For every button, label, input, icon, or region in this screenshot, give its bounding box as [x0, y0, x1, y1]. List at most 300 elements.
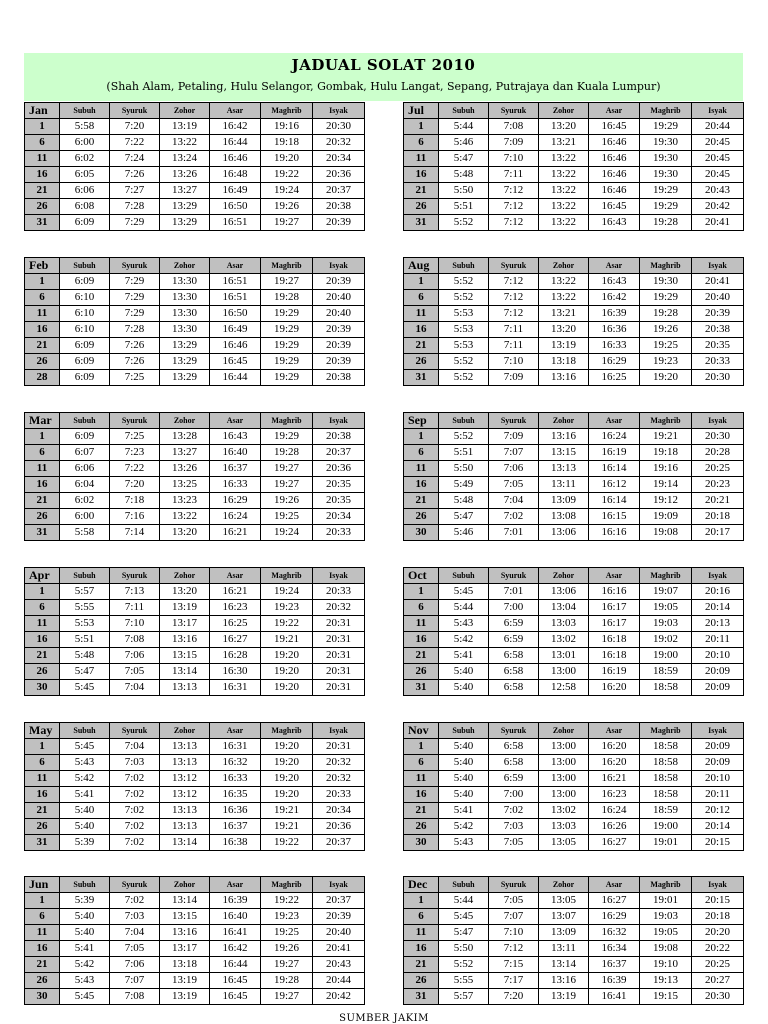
time-cell: 7:09	[489, 429, 539, 445]
column-header-zohor: Zohor	[160, 568, 210, 584]
time-cell: 6:10	[60, 290, 110, 306]
month-name: Apr	[25, 568, 60, 584]
table-row	[25, 739, 365, 755]
column-header-subuh: Subuh	[60, 258, 110, 274]
day-cell: 26	[25, 819, 60, 835]
time-cell: 13:17	[160, 941, 210, 957]
day-cell: 26	[404, 664, 439, 680]
table-row	[25, 600, 365, 616]
time-cell: 16:49	[210, 322, 261, 338]
time-cell: 20:32	[313, 755, 365, 771]
time-cell: 16:45	[589, 119, 640, 135]
time-cell: 19:30	[640, 274, 692, 290]
page-title: JADUAL SOLAT 2010	[291, 56, 476, 74]
time-cell: 16:41	[589, 989, 640, 1005]
time-cell: 7:11	[489, 167, 539, 183]
column-header-subuh: Subuh	[439, 568, 489, 584]
day-cell: 16	[404, 632, 439, 648]
time-cell: 5:39	[60, 893, 110, 909]
time-cell: 7:26	[110, 338, 160, 354]
time-cell: 16:24	[210, 509, 261, 525]
column-header-zohor: Zohor	[160, 413, 210, 429]
time-cell: 7:12	[489, 183, 539, 199]
table-row	[25, 771, 365, 787]
time-cell: 5:40	[439, 680, 489, 696]
time-cell: 19:24	[261, 525, 313, 541]
time-cell: 20:12	[692, 803, 744, 819]
column-header-isyak: Isyak	[313, 568, 365, 584]
time-cell: 20:31	[313, 680, 365, 696]
time-cell: 16:20	[589, 680, 640, 696]
time-cell: 13:19	[160, 973, 210, 989]
table-row	[404, 322, 744, 338]
time-cell: 5:52	[439, 290, 489, 306]
time-cell: 20:09	[692, 755, 744, 771]
time-cell: 13:18	[539, 354, 589, 370]
table-row	[404, 648, 744, 664]
time-cell: 20:42	[313, 989, 365, 1005]
time-cell: 7:02	[110, 771, 160, 787]
time-cell: 16:45	[210, 973, 261, 989]
time-cell: 6:04	[60, 477, 110, 493]
table-row	[25, 989, 365, 1005]
time-cell: 16:42	[589, 290, 640, 306]
time-cell: 5:45	[439, 584, 489, 600]
time-cell: 16:43	[589, 215, 640, 231]
table-row	[404, 525, 744, 541]
day-cell: 6	[404, 445, 439, 461]
time-cell: 19:16	[261, 119, 313, 135]
day-cell: 26	[404, 509, 439, 525]
day-cell: 11	[25, 616, 60, 632]
table-header-row	[25, 723, 365, 739]
time-cell: 13:29	[160, 199, 210, 215]
day-cell: 1	[25, 429, 60, 445]
day-cell: 11	[404, 151, 439, 167]
time-cell: 20:25	[692, 957, 744, 973]
table-row	[25, 290, 365, 306]
time-cell: 5:40	[60, 925, 110, 941]
time-cell: 5:57	[60, 584, 110, 600]
table-row	[25, 151, 365, 167]
time-cell: 13:14	[539, 957, 589, 973]
table-header-row	[25, 568, 365, 584]
time-cell: 13:16	[539, 370, 589, 386]
time-cell: 19:25	[261, 925, 313, 941]
month-name: Aug	[404, 258, 439, 274]
time-cell: 19:29	[640, 119, 692, 135]
time-cell: 16:18	[589, 632, 640, 648]
time-cell: 7:06	[110, 648, 160, 664]
time-cell: 19:20	[261, 755, 313, 771]
time-cell: 5:50	[439, 461, 489, 477]
time-cell: 5:46	[439, 525, 489, 541]
day-cell: 31	[404, 989, 439, 1005]
day-cell: 31	[404, 370, 439, 386]
column-header-subuh: Subuh	[60, 723, 110, 739]
time-cell: 7:23	[110, 445, 160, 461]
time-cell: 7:10	[110, 616, 160, 632]
column-header-isyak: Isyak	[692, 103, 744, 119]
table-row	[25, 338, 365, 354]
time-cell: 16:51	[210, 274, 261, 290]
time-cell: 19:28	[640, 306, 692, 322]
time-cell: 16:31	[210, 680, 261, 696]
table-header-row	[404, 723, 744, 739]
table-row	[404, 183, 744, 199]
time-cell: 19:23	[261, 909, 313, 925]
time-cell: 5:41	[439, 648, 489, 664]
time-cell: 20:10	[692, 648, 744, 664]
time-cell: 16:49	[210, 183, 261, 199]
column-header-zohor: Zohor	[539, 877, 589, 893]
time-cell: 20:09	[692, 739, 744, 755]
column-header-syuruk: Syuruk	[489, 258, 539, 274]
time-cell: 16:36	[589, 322, 640, 338]
time-cell: 19:27	[261, 957, 313, 973]
time-cell: 13:14	[160, 664, 210, 680]
time-cell: 20:32	[313, 771, 365, 787]
day-cell: 6	[404, 909, 439, 925]
time-cell: 19:18	[261, 135, 313, 151]
time-cell: 19:01	[640, 893, 692, 909]
day-cell: 6	[25, 600, 60, 616]
time-cell: 5:49	[439, 477, 489, 493]
table-row	[404, 909, 744, 925]
time-cell: 13:13	[160, 680, 210, 696]
time-cell: 16:51	[210, 290, 261, 306]
day-cell: 21	[25, 493, 60, 509]
time-cell: 5:40	[439, 787, 489, 803]
time-cell: 16:46	[589, 135, 640, 151]
time-cell: 5:41	[60, 787, 110, 803]
time-cell: 20:18	[692, 909, 744, 925]
time-cell: 16:40	[210, 445, 261, 461]
time-cell: 19:20	[261, 787, 313, 803]
time-cell: 13:21	[539, 306, 589, 322]
time-cell: 19:25	[261, 509, 313, 525]
time-cell: 7:04	[110, 680, 160, 696]
month-name: Feb	[25, 258, 60, 274]
time-cell: 16:26	[589, 819, 640, 835]
time-cell: 19:26	[261, 493, 313, 509]
time-cell: 13:07	[539, 909, 589, 925]
time-cell: 7:02	[489, 509, 539, 525]
day-cell: 6	[404, 600, 439, 616]
day-cell: 26	[25, 199, 60, 215]
time-cell: 19:20	[261, 151, 313, 167]
time-cell: 19:24	[261, 584, 313, 600]
time-cell: 16:46	[589, 167, 640, 183]
month-table-jun	[24, 876, 365, 1005]
time-cell: 5:40	[60, 803, 110, 819]
column-header-zohor: Zohor	[539, 568, 589, 584]
time-cell: 19:05	[640, 600, 692, 616]
time-cell: 13:28	[160, 429, 210, 445]
time-cell: 13:06	[539, 584, 589, 600]
column-header-asar: Asar	[589, 258, 640, 274]
time-cell: 13:16	[539, 973, 589, 989]
time-cell: 16:31	[210, 739, 261, 755]
time-cell: 13:19	[539, 989, 589, 1005]
time-cell: 13:19	[160, 989, 210, 1005]
day-cell: 28	[25, 370, 60, 386]
time-cell: 20:45	[692, 167, 744, 183]
time-cell: 16:42	[210, 119, 261, 135]
time-cell: 19:07	[640, 584, 692, 600]
time-cell: 13:01	[539, 648, 589, 664]
time-cell: 7:16	[110, 509, 160, 525]
column-header-syuruk: Syuruk	[110, 568, 160, 584]
time-cell: 7:22	[110, 135, 160, 151]
time-cell: 20:11	[692, 632, 744, 648]
time-cell: 16:27	[210, 632, 261, 648]
column-header-subuh: Subuh	[439, 413, 489, 429]
time-cell: 19:12	[640, 493, 692, 509]
time-cell: 13:14	[160, 893, 210, 909]
time-cell: 20:27	[692, 973, 744, 989]
time-cell: 13:24	[160, 151, 210, 167]
day-cell: 11	[25, 151, 60, 167]
time-cell: 19:14	[640, 477, 692, 493]
time-cell: 20:39	[313, 322, 365, 338]
time-cell: 20:38	[313, 370, 365, 386]
time-cell: 5:45	[439, 909, 489, 925]
time-cell: 13:26	[160, 461, 210, 477]
time-cell: 20:35	[692, 338, 744, 354]
time-cell: 6:02	[60, 493, 110, 509]
time-cell: 13:15	[539, 445, 589, 461]
day-cell: 11	[25, 925, 60, 941]
table-row	[404, 957, 744, 973]
time-cell: 19:20	[261, 739, 313, 755]
time-cell: 5:58	[60, 119, 110, 135]
table-row	[404, 290, 744, 306]
time-cell: 5:40	[439, 664, 489, 680]
column-header-subuh: Subuh	[439, 103, 489, 119]
day-cell: 31	[25, 525, 60, 541]
time-cell: 7:29	[110, 290, 160, 306]
month-table-oct	[403, 567, 744, 696]
time-cell: 16:33	[589, 338, 640, 354]
time-cell: 13:20	[160, 525, 210, 541]
month-name: May	[25, 723, 60, 739]
day-cell: 11	[25, 771, 60, 787]
time-cell: 13:00	[539, 771, 589, 787]
time-cell: 5:53	[439, 322, 489, 338]
day-cell: 26	[25, 664, 60, 680]
day-cell: 31	[404, 680, 439, 696]
day-cell: 21	[404, 493, 439, 509]
time-cell: 16:33	[210, 477, 261, 493]
time-cell: 7:08	[110, 632, 160, 648]
time-cell: 20:28	[692, 445, 744, 461]
month-name: Mar	[25, 413, 60, 429]
time-cell: 20:37	[313, 893, 365, 909]
time-cell: 19:13	[640, 973, 692, 989]
table-row	[25, 306, 365, 322]
time-cell: 16:45	[210, 354, 261, 370]
table-header-row	[404, 103, 744, 119]
day-cell: 6	[404, 135, 439, 151]
time-cell: 7:06	[110, 957, 160, 973]
time-cell: 19:03	[640, 909, 692, 925]
day-cell: 1	[404, 739, 439, 755]
time-cell: 19:30	[640, 167, 692, 183]
time-cell: 20:18	[692, 509, 744, 525]
day-cell: 1	[404, 274, 439, 290]
time-cell: 20:34	[313, 509, 365, 525]
time-cell: 5:52	[439, 957, 489, 973]
column-header-zohor: Zohor	[539, 103, 589, 119]
time-cell: 6:58	[489, 755, 539, 771]
time-cell: 5:52	[439, 429, 489, 445]
time-cell: 7:25	[110, 429, 160, 445]
table-row	[25, 429, 365, 445]
table-header-row	[404, 258, 744, 274]
time-cell: 6:00	[60, 509, 110, 525]
day-cell: 6	[404, 290, 439, 306]
time-cell: 16:30	[210, 664, 261, 680]
time-cell: 16:23	[210, 600, 261, 616]
time-cell: 5:42	[60, 771, 110, 787]
time-cell: 5:44	[439, 893, 489, 909]
table-row	[25, 957, 365, 973]
day-cell: 26	[404, 819, 439, 835]
table-row	[404, 632, 744, 648]
day-cell: 11	[25, 306, 60, 322]
time-cell: 16:39	[210, 893, 261, 909]
time-cell: 19:20	[261, 680, 313, 696]
column-header-asar: Asar	[589, 103, 640, 119]
time-cell: 13:13	[539, 461, 589, 477]
time-cell: 16:43	[589, 274, 640, 290]
time-cell: 16:46	[589, 183, 640, 199]
column-header-asar: Asar	[589, 877, 640, 893]
time-cell: 20:31	[313, 739, 365, 755]
day-cell: 21	[25, 183, 60, 199]
table-row	[404, 215, 744, 231]
day-cell: 30	[25, 989, 60, 1005]
table-row	[25, 525, 365, 541]
time-cell: 7:11	[110, 600, 160, 616]
time-cell: 16:29	[589, 354, 640, 370]
time-cell: 5:48	[60, 648, 110, 664]
time-cell: 20:36	[313, 819, 365, 835]
time-cell: 6:58	[489, 739, 539, 755]
table-row	[25, 183, 365, 199]
time-cell: 13:03	[539, 616, 589, 632]
time-cell: 13:15	[160, 648, 210, 664]
time-cell: 13:11	[539, 941, 589, 957]
time-cell: 16:24	[589, 803, 640, 819]
day-cell: 1	[25, 119, 60, 135]
time-cell: 7:00	[489, 600, 539, 616]
time-cell: 19:22	[261, 616, 313, 632]
time-cell: 7:17	[489, 973, 539, 989]
time-cell: 7:07	[489, 445, 539, 461]
table-row	[25, 354, 365, 370]
table-header-row	[25, 877, 365, 893]
time-cell: 13:29	[160, 215, 210, 231]
time-cell: 7:12	[489, 306, 539, 322]
time-cell: 5:41	[439, 803, 489, 819]
time-cell: 13:16	[539, 429, 589, 445]
day-cell: 6	[404, 755, 439, 771]
column-header-isyak: Isyak	[692, 877, 744, 893]
time-cell: 16:45	[210, 989, 261, 1005]
column-header-subuh: Subuh	[60, 568, 110, 584]
column-header-zohor: Zohor	[160, 103, 210, 119]
source-footer: SUMBER JAKIM	[339, 1013, 429, 1024]
table-row	[25, 941, 365, 957]
time-cell: 7:20	[110, 119, 160, 135]
time-cell: 7:04	[489, 493, 539, 509]
table-row	[25, 274, 365, 290]
time-cell: 13:29	[160, 370, 210, 386]
month-name: Sep	[404, 413, 439, 429]
time-cell: 13:03	[539, 819, 589, 835]
day-cell: 31	[25, 835, 60, 851]
column-header-zohor: Zohor	[160, 877, 210, 893]
time-cell: 16:37	[210, 461, 261, 477]
time-cell: 7:04	[110, 739, 160, 755]
time-cell: 5:42	[439, 819, 489, 835]
time-cell: 7:08	[489, 119, 539, 135]
column-header-zohor: Zohor	[539, 413, 589, 429]
table-row	[404, 119, 744, 135]
time-cell: 13:22	[539, 199, 589, 215]
column-header-isyak: Isyak	[313, 103, 365, 119]
table-row	[404, 493, 744, 509]
time-cell: 13:22	[539, 151, 589, 167]
time-cell: 19:29	[261, 338, 313, 354]
time-cell: 13:12	[160, 771, 210, 787]
time-cell: 7:12	[489, 290, 539, 306]
time-cell: 16:40	[210, 909, 261, 925]
table-header-row	[404, 413, 744, 429]
column-header-asar: Asar	[210, 258, 261, 274]
time-cell: 13:00	[539, 664, 589, 680]
table-row	[25, 755, 365, 771]
day-cell: 11	[25, 461, 60, 477]
table-row	[25, 973, 365, 989]
time-cell: 19:02	[640, 632, 692, 648]
time-cell: 16:12	[589, 477, 640, 493]
time-cell: 19:22	[261, 835, 313, 851]
time-cell: 19:00	[640, 819, 692, 835]
day-cell: 6	[25, 755, 60, 771]
time-cell: 7:20	[110, 477, 160, 493]
time-cell: 7:10	[489, 354, 539, 370]
day-cell: 30	[25, 680, 60, 696]
time-cell: 6:09	[60, 429, 110, 445]
table-row	[404, 819, 744, 835]
column-header-asar: Asar	[210, 723, 261, 739]
table-row	[404, 803, 744, 819]
column-header-isyak: Isyak	[313, 258, 365, 274]
time-cell: 7:14	[110, 525, 160, 541]
time-cell: 6:10	[60, 322, 110, 338]
time-cell: 5:45	[60, 739, 110, 755]
time-cell: 5:43	[439, 835, 489, 851]
time-cell: 13:05	[539, 835, 589, 851]
time-cell: 5:47	[439, 151, 489, 167]
time-cell: 20:30	[692, 429, 744, 445]
column-header-isyak: Isyak	[313, 723, 365, 739]
time-cell: 19:21	[261, 819, 313, 835]
table-header-row	[404, 877, 744, 893]
